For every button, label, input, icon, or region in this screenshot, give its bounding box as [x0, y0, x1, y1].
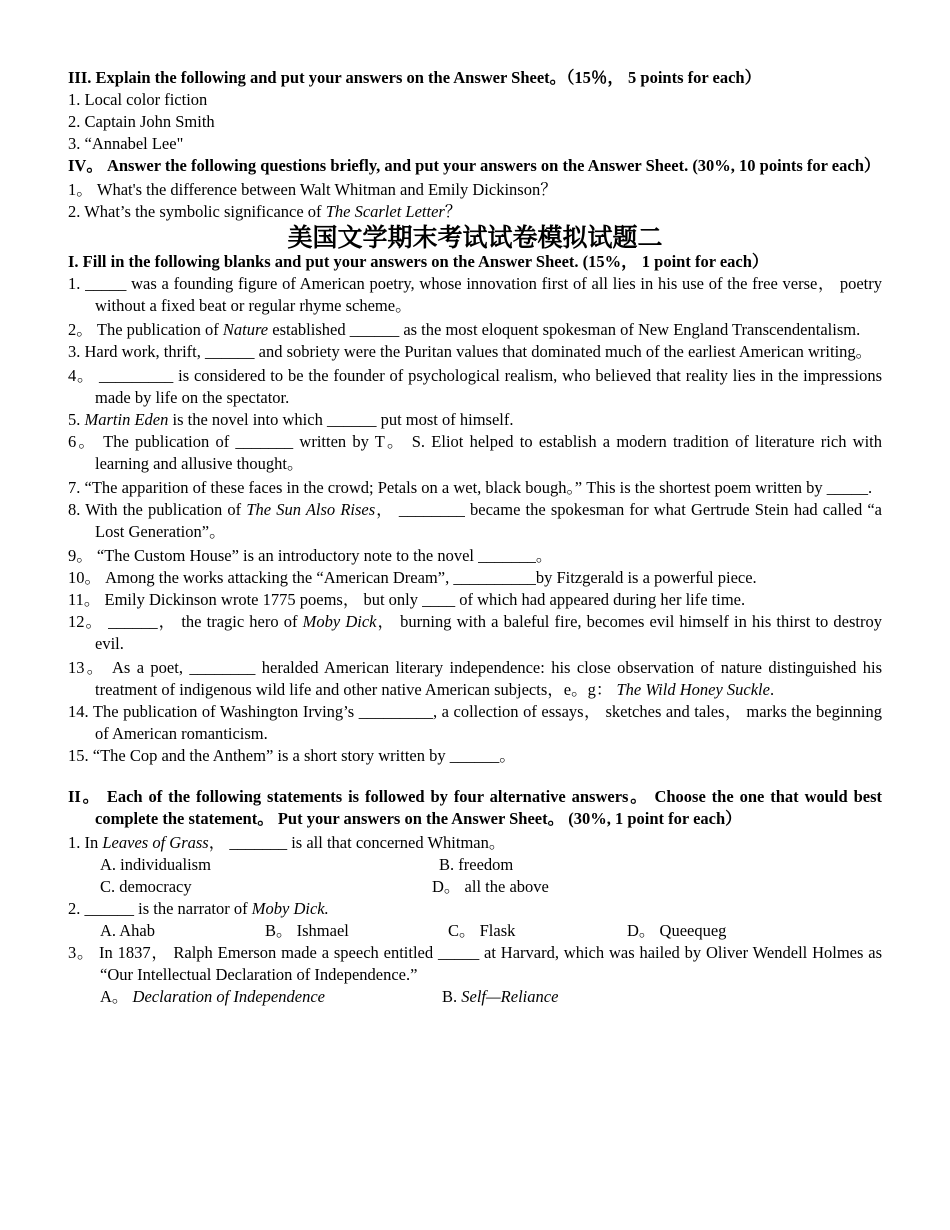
option-a: A. Ahab [100, 921, 155, 940]
option-b: B. Self—Reliance [442, 987, 559, 1006]
option-d: D。 all the above [432, 877, 549, 896]
section-3-heading: III. Explain the following and put your answers on the Answer Sheet。（15％， 5 points for each） [68, 68, 762, 87]
part-1-question: 14. The publication of Washington Irving’s _________, a collection of essays， sketches and tales， marks the beginning of American romanticism. [68, 702, 882, 743]
section-3-item: 1. Local color fiction [68, 90, 208, 109]
part-2-question: 1. In Leaves of Grass， _______ is all that concerned Whitman。 [68, 833, 506, 852]
part-1-question: 1. _____ was a founding figure of American poetry, whose innovation first of all lies in his use of the free verse， poetry without a fixed beat or regular rhyme scheme。 [68, 274, 882, 315]
part-1-question: 5. Martin Eden is the novel into which ______ put most of himself. [68, 410, 514, 429]
option-a: A. individualism [100, 855, 211, 874]
option-row [68, 920, 882, 942]
option-b: B。 Ishmael [265, 921, 349, 940]
section-4-question-2: 2. What’s the symbolic significance of The Scarlet Letter？ [68, 202, 462, 221]
part-1-question: 7. “The apparition of these faces in the crowd; Petals on a wet, black bough。” This is the shortest poem written by _____. [68, 478, 873, 497]
option-d: D。 Queequeg [627, 921, 727, 940]
option-c: C. democracy [100, 877, 192, 896]
section-3-item: 3. “Annabel Lee" [68, 134, 184, 153]
option-b: B. freedom [439, 855, 514, 874]
section-4-question-1: 1。 What's the difference between Walt Whitman and Emily Dickinson？ [68, 180, 557, 199]
part-1-question: 4。 _________ is considered to be the founder of psychological realism, who believed that reality lies in the impressions made by life on the spectator. [68, 366, 882, 407]
option-row [68, 876, 882, 898]
part-1-question: 10。 Among the works attacking the “American Dream”, __________by Fitzgerald is a powerful piece. [68, 568, 757, 587]
part-1-question: 3. Hard work, thrift, ______ and sobriety were the Puritan values that dominated much of the earliest American writing。 [68, 342, 873, 361]
part-1-heading: I. Fill in the following blanks and put your answers on the Answer Sheet. (15%， 1 point for each） [68, 252, 769, 271]
part-1-question: 11。 Emily Dickinson wrote 1775 poems， but only ____ of which had appeared during her life time. [68, 590, 746, 609]
section-3-item: 2. Captain John Smith [68, 112, 215, 131]
part-2-question: 2. ______ is the narrator of Moby Dick. [68, 899, 329, 918]
part-1-question: 2。 The publication of Nature established ______ as the most eloquent spokesman of New England Transcendentalism. [68, 320, 861, 339]
part-1-question: 8. With the publication of The Sun Also Rises， ________ became the spokesman for what Gertrude Stein had called “a Lost Generation”。 [68, 500, 882, 541]
option-c: C。 Flask [448, 921, 516, 940]
spacer [68, 767, 882, 786]
exam-page [68, 67, 882, 1008]
option-row [68, 854, 882, 876]
exam-title: 美国文学期末考试试卷模拟试题二 [287, 223, 663, 252]
option-row [68, 986, 882, 1008]
part-1-question: 13。 As a poet, ________ heralded American literary independence: his close observation of nature distinguished his treatment of indigenous wild life and other native American subjects，e。g： The Wild Honey Suckle. [68, 658, 882, 699]
part-1-question: 9。 “The Custom House” is an introductory note to the novel _______。 [68, 546, 553, 565]
part-1-question: 12。 ______， the tragic hero of Moby Dick， burning with a baleful fire, becomes evil himself in his thirst to destroy evil. [68, 612, 883, 653]
option-a: A。 Declaration of Independence [100, 987, 325, 1006]
section-4-heading: IV。 Answer the following questions briefly, and put your answers on the Answer Sheet. (30%, 10 points for each） [68, 156, 881, 175]
part-2-heading: II。 Each of the following statements is followed by four alternative answers。 Choose the one that would best complete the statement。 Put your answers on the Answer Sheet。 (30%, 1 point for each） [68, 787, 882, 828]
part-1-question: 6。 The publication of _______ written by T。 S. Eliot helped to establish a modern tradition of literature rich with learning and allusive thought。 [68, 432, 882, 473]
part-2-question: 3。 In 1837， Ralph Emerson made a speech entitled _____ at Harvard, which was hailed by Oliver Wendell Holmes as “Our Intellectual Declaration of Independence.” [68, 943, 882, 984]
part-1-question: 15. “The Cop and the Anthem” is a short story written by ______。 [68, 746, 516, 765]
